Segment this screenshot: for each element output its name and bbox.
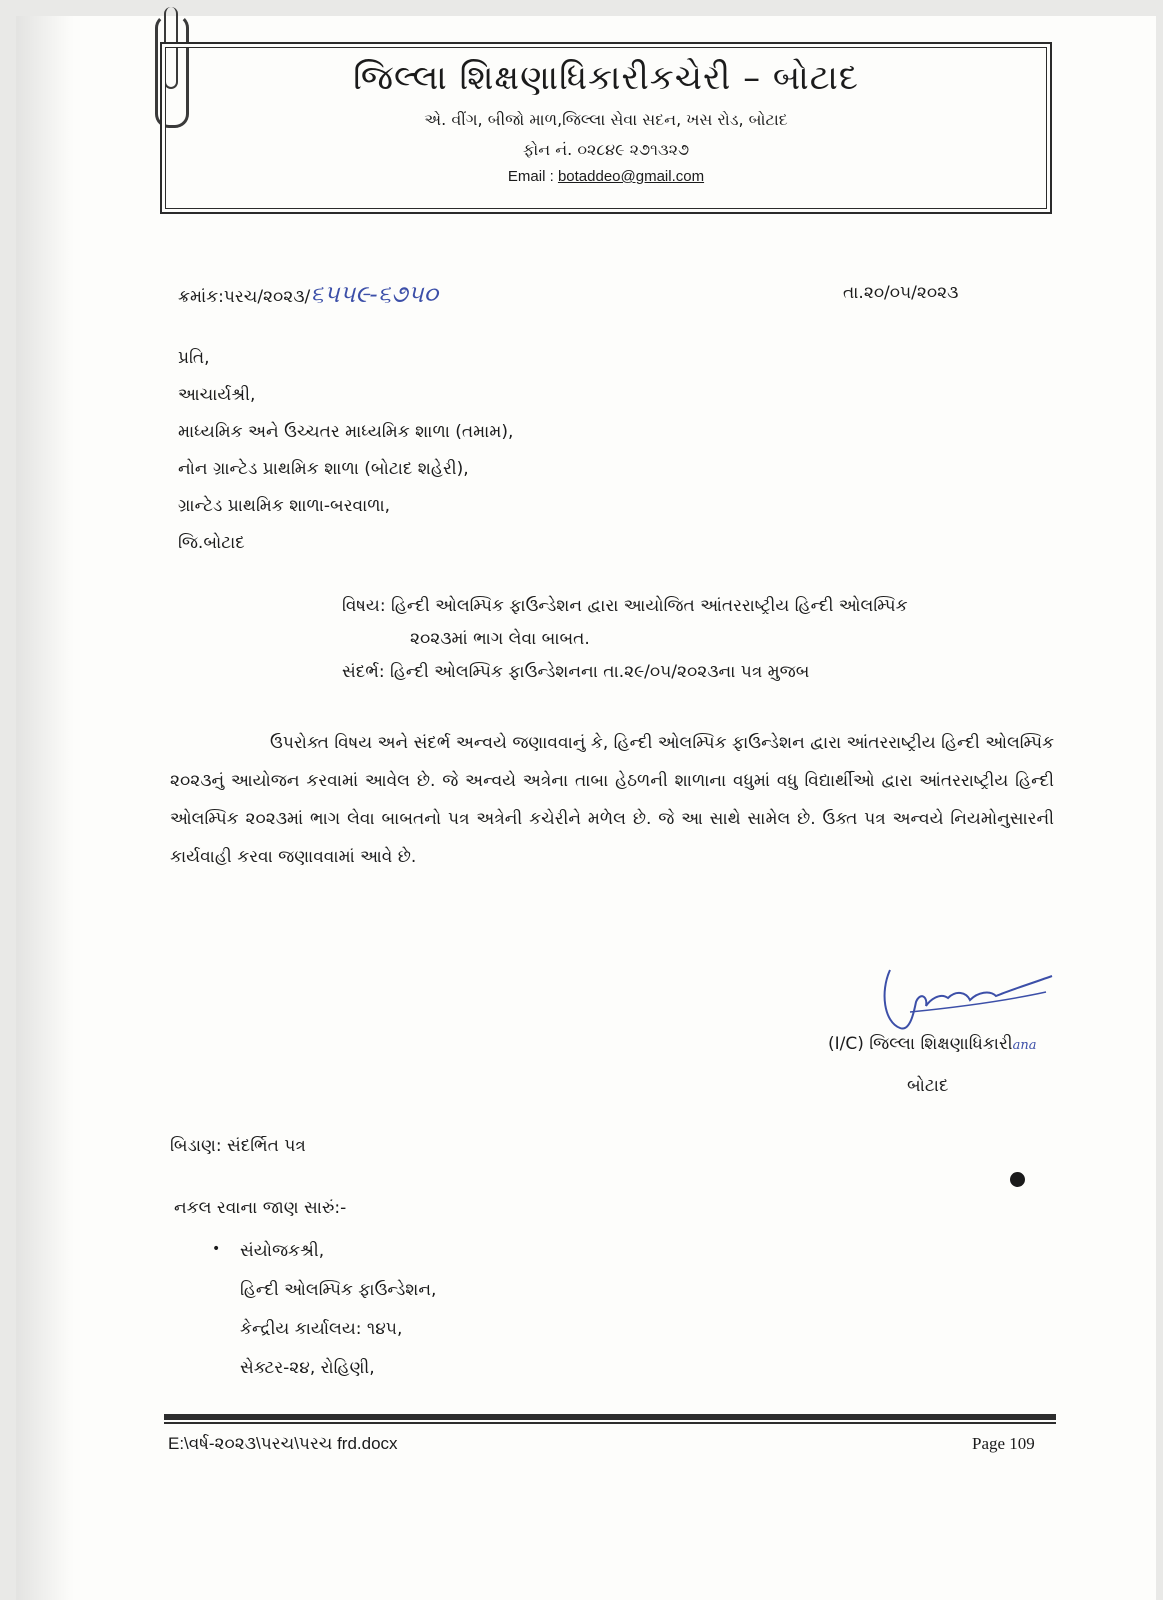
email-link[interactable]: botaddeo@gmail.com bbox=[557, 168, 705, 185]
recipient-line: ગ્રાન્ટેડ પ્રાથમિક શાળા-બરવાળા, bbox=[178, 496, 391, 516]
letterhead bbox=[160, 42, 1052, 214]
subject-reference: સંદર્ભ: હિન્દી ઓલમ્પિક ફાઉન્ડેશનના તા.૨૯/૦૫/૨૦૨૩ના પત્ર મુજબ bbox=[342, 662, 810, 682]
signatory-title bbox=[828, 1034, 1036, 1054]
signatory-title-text: (I/C) જિલ્લા શિક્ષણાધિકારી bbox=[828, 1034, 1013, 1054]
reference-number bbox=[178, 280, 438, 308]
subject-line-continued: ૨૦૨૩માં ભાગ લેવા બાબત. bbox=[410, 629, 590, 649]
email-label: Email : bbox=[507, 168, 558, 185]
signatory-place: બોટાદ bbox=[907, 1076, 949, 1096]
recipient-line: માધ્યમિક અને ઉચ્ચતર માધ્યમિક શાળા (તમામ), bbox=[178, 422, 514, 442]
footer-divider bbox=[164, 1414, 1056, 1420]
office-title: જિલ્લા શિક્ષણાધિકારીકચેરી – બોટાદ bbox=[353, 58, 859, 98]
recipient-line: જિ.બોટાદ bbox=[178, 533, 245, 553]
subject-line: વિષય: હિન્દી ઓલમ્પિક ફાઉન્ડેશન દ્વારા આયોજિત આંતરરાષ્ટ્રીય હિન્દી ઓલમ્પિક bbox=[342, 596, 908, 616]
body-paragraph bbox=[170, 724, 1054, 876]
footer-page-number: Page 109 bbox=[972, 1434, 1035, 1453]
copy-to-line: કેન્દ્રીય કાર્યાલય: ૧૪૫, bbox=[240, 1319, 403, 1339]
office-address: એ. વીંગ, બીજો માળ,જિલ્લા સેવા સદન, ખસ રોડ, બોટાદ bbox=[424, 110, 788, 129]
signature-scribble bbox=[870, 962, 1060, 1034]
recipient-block bbox=[178, 340, 513, 562]
letter-date: તા.૨૦/૦૫/૨૦૨૩ bbox=[843, 283, 959, 303]
footer-divider-thin bbox=[164, 1422, 1056, 1424]
copy-to-label: નકલ રવાના જાણ સારું:- bbox=[174, 1198, 347, 1218]
copy-to-address bbox=[240, 1232, 436, 1388]
signatory-initial: ana bbox=[1012, 1038, 1037, 1053]
recipient-line: આચાર્યશ્રી, bbox=[178, 385, 256, 405]
subject-block bbox=[342, 590, 1022, 689]
reference-number-printed: ક્રમાંક:પરચ/૨૦૨૩/ bbox=[178, 287, 311, 307]
bullet-icon: • bbox=[212, 1241, 221, 1257]
office-email bbox=[162, 168, 1050, 185]
footer-file-path: E:\વર્ષ-૨૦૨૩\પરચ\પરચ frd.docx bbox=[168, 1434, 398, 1453]
ink-dot bbox=[1010, 1172, 1025, 1187]
body-text: ઉપરોક્ત વિષય અને સંદર્ભ અન્વયે જણાવવાનું કે, હિન્દી ઓલમ્પિક ફાઉન્ડેશન દ્વારા આંતરરાષ્ટ્રીય હિન્દી ઓલમ્પિક ૨૦૨૩નું આયોજન કરવામાં આવેલ છે. જે અન્વયે અત્રેના તાબા હેઠળની શાળાના વધુમાં વધુ વિદ્યાર્થીઓ દ્વારા આંતરરાષ્ટ્રીય હિન્દી ઓલમ્પિક ૨૦૨૩માં ભાગ લેવા બાબતનો પત્ર અત્રેની કચેરીને મળેલ છે. જે આ સાથે સામેલ છે. ઉક્ત પત્ર અન્વયે નિયમોનુસારની કાર્યવાહી કરવા જણાવવામાં આવે છે. bbox=[170, 733, 1054, 867]
enclosure-line: બિડાણ: સંદર્ભિત પત્ર bbox=[170, 1136, 306, 1156]
copy-to-line: સંયોજકશ્રી, bbox=[240, 1241, 325, 1261]
scan-edge-shadow bbox=[16, 16, 74, 1600]
recipient-line: પ્રતિ, bbox=[178, 348, 210, 368]
office-phone: ફોન નં. ૦૨૮૪૯ ૨૭૧૩૨૭ bbox=[522, 140, 690, 159]
copy-to-line: સેક્ટર-૨૪, રોહિણી, bbox=[240, 1358, 375, 1378]
copy-to-line: હિન્દી ઓલમ્પિક ફાઉન્ડેશન, bbox=[240, 1280, 437, 1300]
reference-number-handwritten: ૬૫૫૯-૬૭૫૦ bbox=[310, 280, 438, 308]
recipient-line: નોન ગ્રાન્ટેડ પ્રાથમિક શાળા (બોટાદ શહેરી), bbox=[178, 459, 469, 479]
